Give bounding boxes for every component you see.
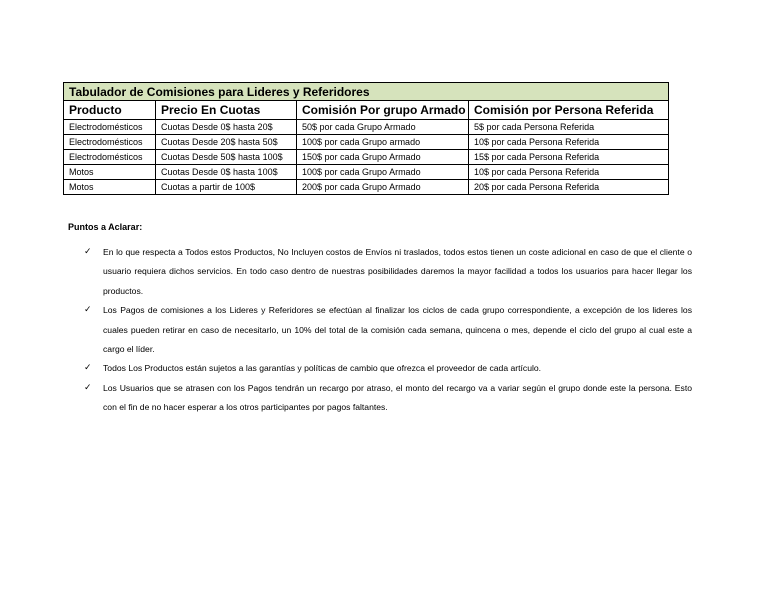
cell-comision-grupo: 150$ por cada Grupo Armado	[297, 150, 469, 165]
table-header-row	[64, 101, 669, 120]
commission-table-container	[63, 82, 668, 195]
cell-precio: Cuotas a partir de 100$	[156, 180, 297, 195]
cell-precio: Cuotas Desde 50$ hasta 100$	[156, 150, 297, 165]
note-text: En lo que respecta a Todos estos Productos, No Incluyen costos de Envíos ni traslados, todos estos tienen un coste adicional en caso de que el cliente o usuario requiera dichos servicios. En todo caso dentro de nuestras posibilidades daremos la mayor facilidad a todos los usuarios para hacer llegar los productos.	[103, 247, 692, 296]
note-text: Los Pagos de comisiones a los Lideres y Referidores se efectúan al finalizar los ciclos de cada grupo correspondiente, a excepción de los lideres los cuales pueden retirar en caso de necesitarlo, un 10% del total de la comisión cada semana, quincena o mes, depende el ciclo del grupo al cual este a cargo el líder.	[103, 305, 692, 355]
cell-comision-persona: 5$ por cada Persona Referida	[469, 120, 669, 135]
checkmark-icon: ✓	[84, 247, 92, 257]
notes-list	[84, 243, 692, 418]
checkmark-icon: ✓	[84, 382, 92, 393]
list-item	[84, 379, 692, 418]
checkmark-icon: ✓	[84, 363, 92, 374]
table-row	[64, 150, 669, 165]
cell-producto: Electrodomésticos	[64, 135, 156, 150]
list-item	[84, 359, 692, 378]
note-text: Los Usuarios que se atrasen con los Pagos tendrán un recargo por atraso, el monto del recargo va a variar según el grupo donde este la persona. Esto con el fin de no hacer esperar a los otros participantes por pagos faltantes.	[103, 382, 692, 413]
column-header-comision-persona: Comisión por Persona Referida	[469, 101, 669, 120]
column-header-producto: Producto	[64, 101, 156, 120]
table-row	[64, 135, 669, 150]
notes-heading: Puntos a Aclarar:	[68, 222, 143, 232]
checkmark-icon: ✓	[84, 305, 92, 316]
table-row	[64, 165, 669, 180]
cell-comision-persona: 20$ por cada Persona Referida	[469, 180, 669, 195]
cell-comision-grupo: 50$ por cada Grupo Armado	[297, 120, 469, 135]
cell-comision-grupo: 100$ por cada Grupo Armado	[297, 165, 469, 180]
column-header-comision-grupo: Comisión Por grupo Armado	[297, 101, 469, 120]
cell-comision-persona: 10$ por cada Persona Referida	[469, 165, 669, 180]
cell-precio: Cuotas Desde 0$ hasta 100$	[156, 165, 297, 180]
note-text: Todos Los Productos están sujetos a las garantías y políticas de cambio que ofrezca el proveedor de cada artículo.	[103, 363, 542, 374]
cell-precio: Cuotas Desde 20$ hasta 50$	[156, 135, 297, 150]
cell-producto: Motos	[64, 165, 156, 180]
cell-comision-grupo: 100$ por cada Grupo armado	[297, 135, 469, 150]
table-title-row	[64, 83, 669, 101]
cell-comision-persona: 10$ por cada Persona Referida	[469, 135, 669, 150]
table-row	[64, 120, 669, 135]
table-row	[64, 180, 669, 195]
column-header-precio: Precio En Cuotas	[156, 101, 297, 120]
cell-comision-grupo: 200$ por cada Grupo Armado	[297, 180, 469, 195]
cell-producto: Motos	[64, 180, 156, 195]
table-title: Tabulador de Comisiones para Lideres y Referidores	[64, 83, 669, 101]
list-item	[84, 301, 692, 359]
commission-table	[63, 82, 669, 195]
cell-producto: Electrodomésticos	[64, 150, 156, 165]
list-item	[84, 243, 692, 301]
cell-comision-persona: 15$ por cada Persona Referida	[469, 150, 669, 165]
cell-producto: Electrodomésticos	[64, 120, 156, 135]
cell-precio: Cuotas Desde 0$ hasta 20$	[156, 120, 297, 135]
